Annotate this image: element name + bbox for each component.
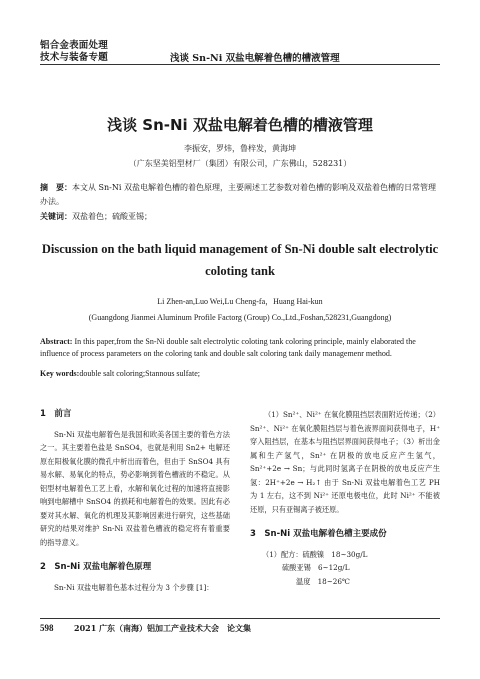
formula-row	[250, 561, 440, 575]
keywords-en	[40, 369, 440, 378]
left-column	[40, 408, 230, 594]
section2-body: Sn-Ni 双盐电解着色基本过程分为 3 个步骤 [1]：	[54, 582, 214, 592]
footer-rule	[40, 618, 440, 619]
formula-value: 18~26℃	[317, 576, 350, 586]
page-number: 598	[40, 623, 54, 633]
paper-title-cn: 浅谈 Sn-Ni 双盐电解着色槽的槽液管理	[107, 116, 373, 134]
formula-label: （1）配方：	[262, 549, 303, 559]
paper-title-en: Discussion on the bath liquid management of Sn-Ni double salt electrolytic coloting tank	[41, 242, 439, 278]
formula-name: 温度	[296, 576, 311, 586]
authors-en: Li Zhen-an,Luo Wei,Lu Cheng-fa，Huang Hai-kun	[157, 297, 323, 306]
running-title: 浅谈 Sn-Ni 双盐电解着色槽的槽液管理	[170, 53, 340, 64]
section2-title: 2 Sn-Ni 双盐电解着色原理	[40, 562, 152, 572]
formula-name: 硫酸镍	[302, 549, 325, 559]
journal-column-label	[40, 40, 108, 64]
mechanism-steps: （1）Sn²⁺、Ni²⁺ 在氧化膜阻挡层表面附近传递；（2）Sn²⁺、Ni²⁺ 在氧化膜阻挡层与着色液界面间获得电子，H⁺ 穿入阻挡层，在基本与阻挡层界面间获得电子；（3）析出金属和生产氢气，Sn²⁺ 在阴极的放电反应产生氢气，Sn²⁺+2e → Sn；与此同时氢离子在阴极的放电反应产生氢：2H⁺+2e → H₂↑ 由于 Sn-Ni 双盐电解着色工艺 PH 为 1 左右，这不到 Ni²⁺ 还原电极电位，此时 Ni²⁺ 不能被还原，只有亚锡离子被还原。	[250, 410, 440, 514]
abstract-cn-label: 摘 要：	[40, 183, 72, 192]
affiliation-en: (Guangdong Jianmei Aluminum Profile Factorg (Group) Co.,Ltd.,Foshan,528231,Guangdong)	[88, 313, 392, 322]
formula-value: 18~30g/L	[331, 549, 368, 559]
section1-title: 1 前言	[40, 409, 72, 419]
section1-body: Sn-Ni 双盐电解着色是我国和欧美各国主要的着色方法之一。其主要着色盐是 SnSO4，也就是利用 Sn2+ 电解还原在阳极氧化膜的微孔中析出而着色，但由于 SnSO4 具有易水解、易氧化的特点，势必影响到着色槽液的不稳定。从铝型材电解着色工艺上看，水解和氧化过程的加速将直接影响到电解槽中 SnSO4 的损耗和电解着色的效果。因此有必要对其水解、氧化的机理及其影响因素进行研究，这些基础研究的结果对维护 Sn-Ni 双盐着色槽液的稳定将有着重要的指导意义。	[40, 429, 230, 547]
journal-column-line2: 技术与装备专题	[40, 52, 108, 63]
formula-name: 硫酸亚锡	[282, 563, 311, 572]
affiliation-cn: （广东坚美铝型材厂（集团）有限公司，广东佛山，528231）	[128, 159, 352, 168]
formula-row	[250, 548, 440, 562]
formula-value: 6~12g/L	[317, 563, 350, 572]
keywords-cn-label: 关键词：	[40, 212, 72, 221]
abstract-en	[40, 336, 440, 360]
authors-cn: 李振安，罗炜，鲁梓发，黄海坤	[184, 144, 296, 153]
section3-title: 3 Sn-Ni 双盐电解着色槽主要成份	[250, 529, 387, 539]
keywords-en-label: Key words:	[40, 369, 80, 378]
abstract-en-text: In this paper,from the Sn-Ni double salt electrolytic coloting tank coloring principle, mainly elaborated the influence of process parameters on the coloring tank and double salt coloring tank daily managemenr method.	[40, 337, 416, 358]
header-rule	[40, 64, 440, 65]
abstract-en-label: Abstract:	[40, 337, 73, 346]
formula-row	[250, 575, 440, 589]
abstract-cn	[40, 181, 440, 209]
conference-name: 2021 广东（南海）铝加工产业技术大会 论文集	[74, 623, 252, 633]
right-column	[250, 408, 440, 588]
keywords-cn-text: 双盐着色；硫酸亚锡；	[72, 212, 152, 221]
journal-column-line1: 铝合金表面处理	[40, 40, 108, 51]
abstract-cn-text: 本文从 Sn-Ni 双盐电解着色槽的着色原理，主要阐述工艺参数对着色槽的影响及双盐着色槽的日常管理办法。	[40, 183, 436, 206]
keywords-en-text: double salt coloring;Stannous sulfate;	[79, 369, 200, 378]
keywords-cn	[40, 211, 440, 223]
